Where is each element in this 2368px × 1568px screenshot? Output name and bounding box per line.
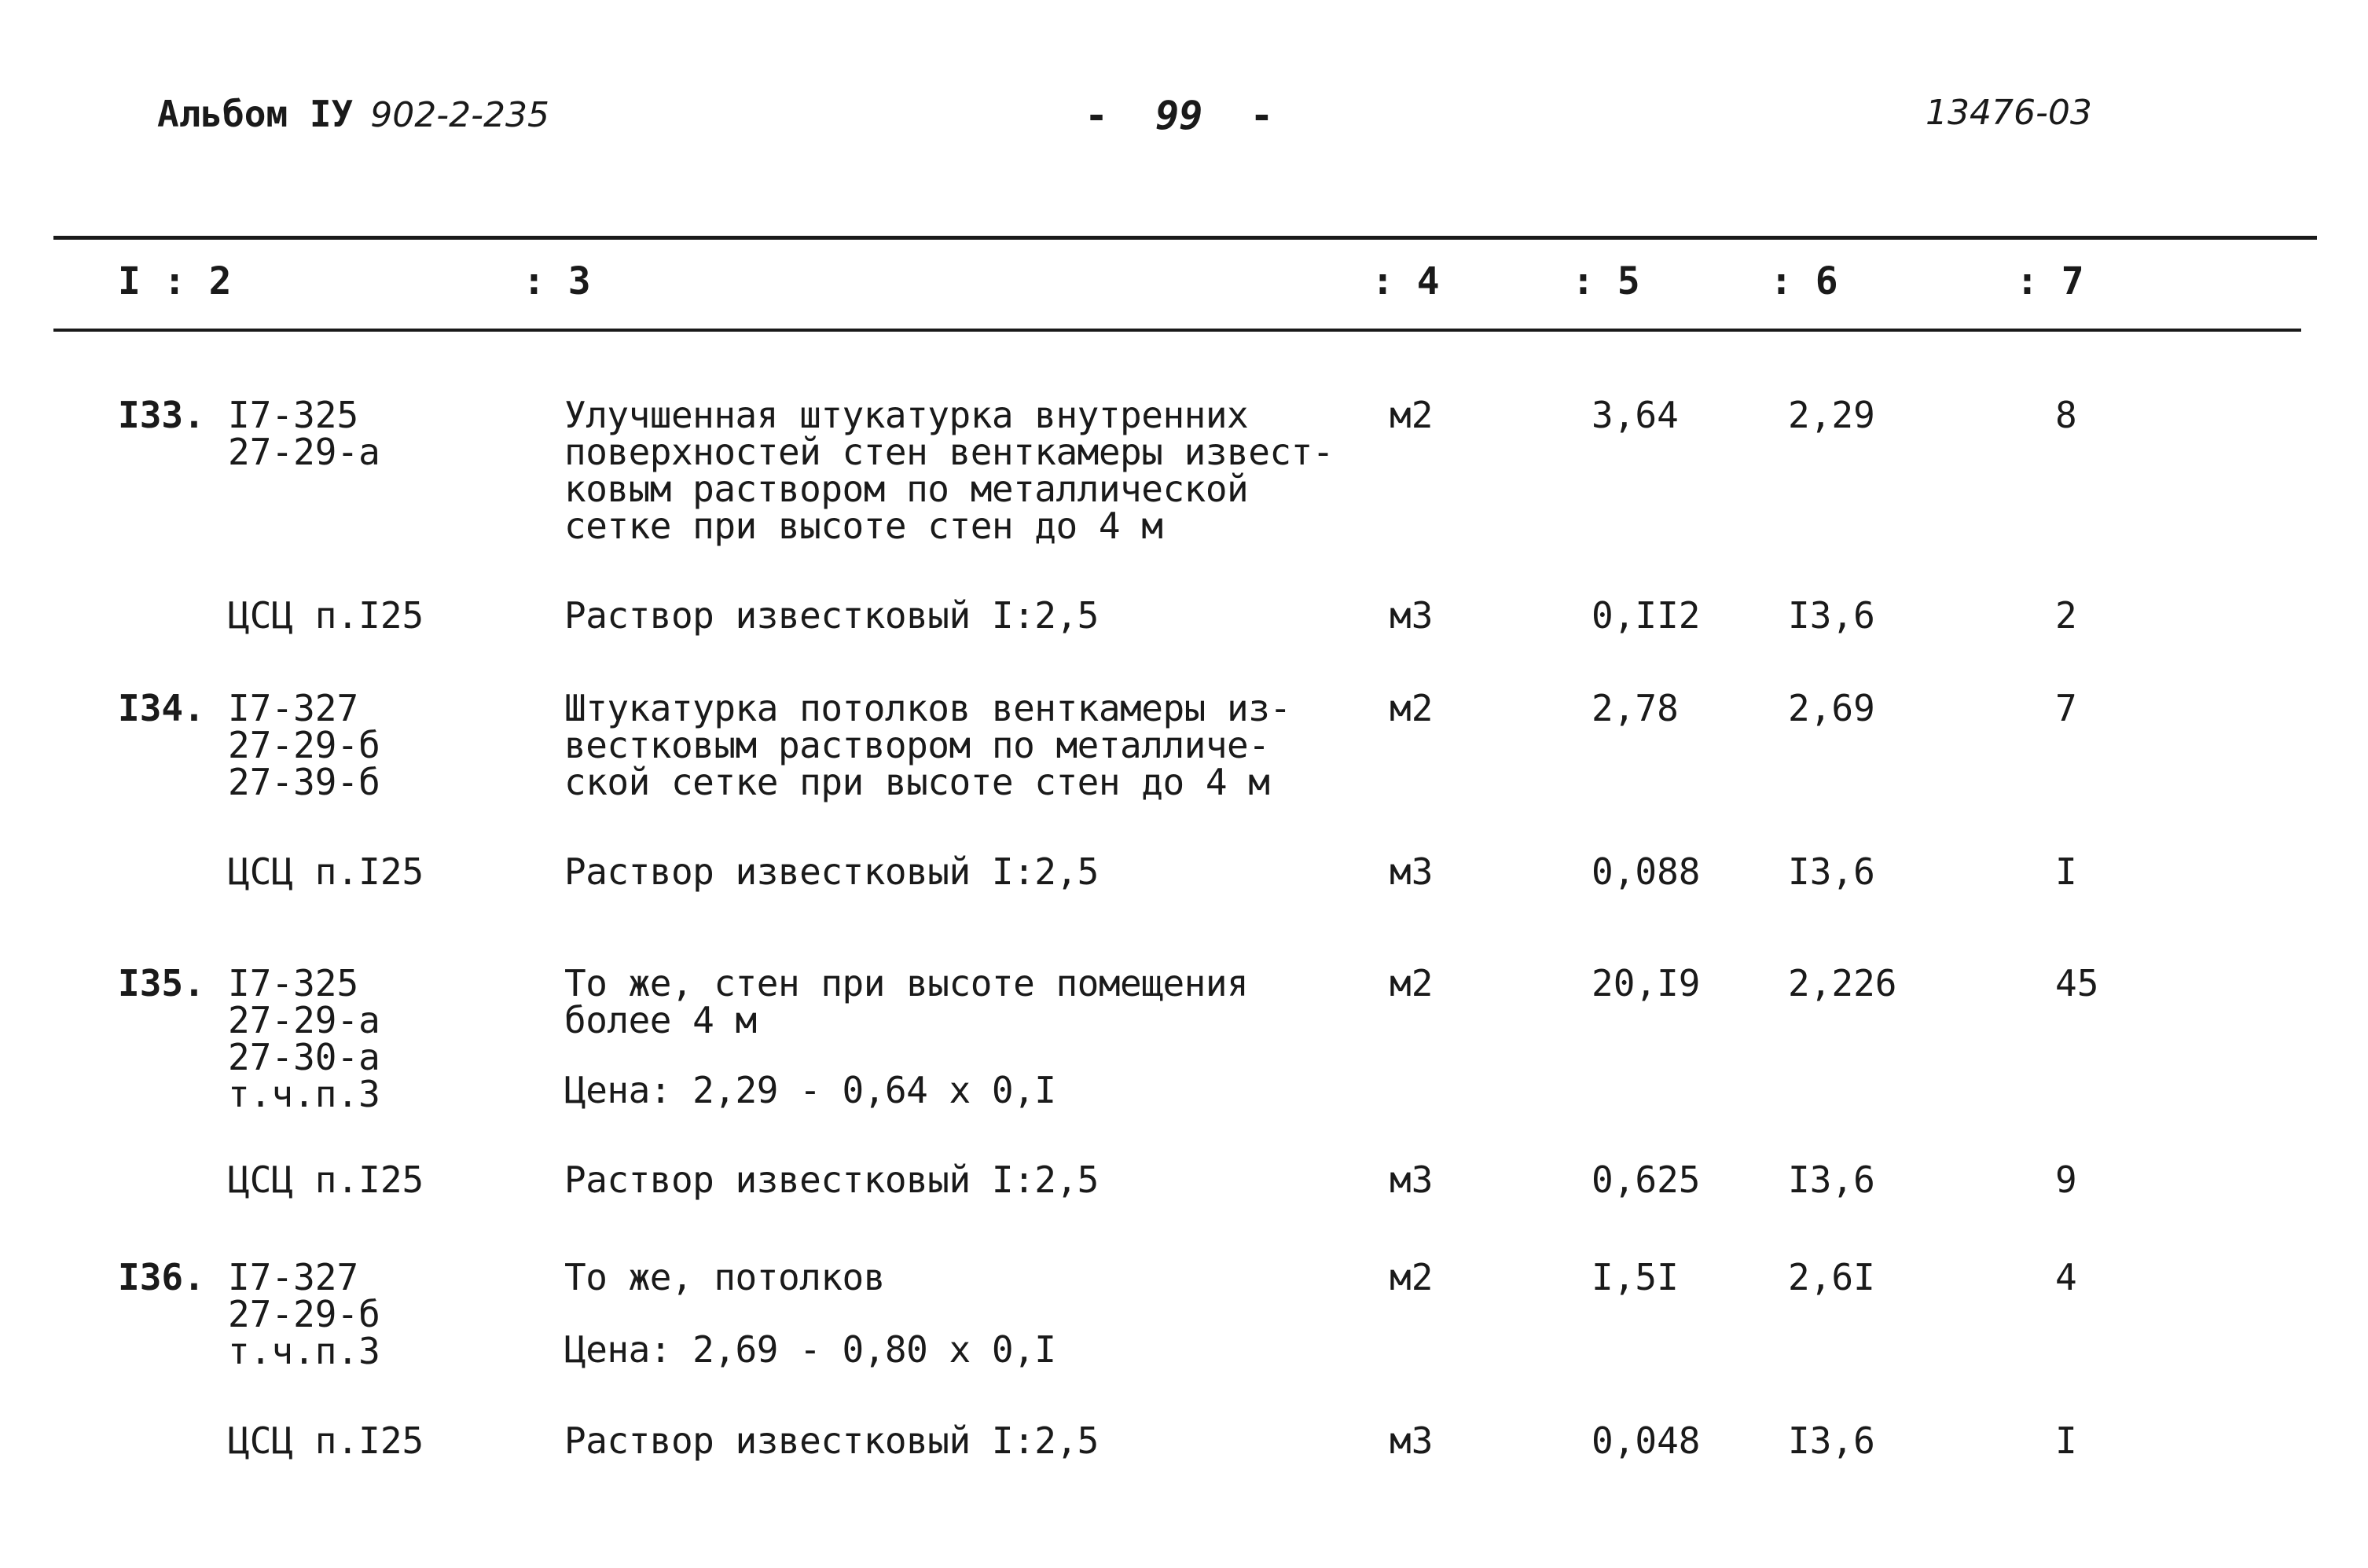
row-price-note: Цена: 2,69 - 0,80 x 0,I [564,1328,1056,1371]
row-quantity: 0,088 [1592,850,1701,893]
row-quantity: 2,78 [1592,687,1679,729]
row-description: Раствор известковый I:2,5 [564,1159,1099,1201]
row-quantity: 0,II2 [1592,594,1701,637]
row-quantity: I,5I [1592,1256,1679,1298]
row-quantity: 20,I9 [1592,962,1701,1004]
row-total: I [2055,850,2077,893]
row-codes: I7-327 27-29-б 27-39-б [228,687,380,803]
row-price: 2,69 [1788,687,1875,729]
page-number-block [1085,93,1273,138]
col-header-1-2: I : 2 [118,259,232,303]
row-description: Улучшенная штукатурка внутренних поверхностей стен венткамеры извест- ковым раствором по металлической сетке при высоте стен до 4 м [564,394,1334,547]
row-unit: м3 [1390,594,1434,637]
row-price: 2,6I [1788,1256,1875,1298]
col-header-6: : 6 [1770,259,1838,303]
row-total: 45 [2055,962,2099,1004]
row-price: I3,6 [1788,850,1875,893]
row-total: 7 [2055,687,2077,729]
album-label: Альбом IУ [157,93,354,135]
row-unit: м2 [1390,687,1434,729]
row-number: I34. [118,687,205,729]
table-header-rule [53,329,2301,332]
row-unit: м2 [1390,962,1434,1004]
row-codes: ЦСЦ п.I25 [228,1159,424,1201]
row-codes: I7-325 27-29-а [228,394,380,473]
row-unit: м2 [1390,394,1434,436]
row-total: 8 [2055,394,2077,436]
row-unit: м3 [1390,850,1434,893]
row-codes: I7-325 27-29-а 27-30-а т.ч.п.3 [228,962,380,1115]
row-description: То же, стен при высоте помещения более 4 м [564,962,1249,1041]
col-header-5: : 5 [1572,259,1640,303]
col-header-3: : 3 [523,259,591,303]
row-number: I33. [118,394,205,436]
dash-right: - [1250,93,1274,138]
row-total: 4 [2055,1256,2077,1298]
row-price: I3,6 [1788,1159,1875,1201]
col-header-4: : 4 [1371,259,1440,303]
row-description: Раствор известковый I:2,5 [564,850,1099,893]
row-codes: ЦСЦ п.I25 [228,850,424,893]
project-code: 902-2-235 [370,95,549,135]
row-quantity: 0,625 [1592,1159,1701,1201]
row-description: Штукатурка потолков венткамеры из- вестковым раствором по металличе- ской сетке при высоте стен до 4 м [564,687,1291,803]
row-unit: м2 [1390,1256,1434,1298]
page-number: 99 [1155,93,1203,138]
row-codes: I7-327 27-29-б т.ч.п.3 [228,1256,380,1372]
row-total: I [2055,1419,2077,1462]
row-quantity: 3,64 [1592,394,1679,436]
table-top-rule [53,236,2317,240]
dash-left: - [1085,93,1109,138]
row-total: 2 [2055,594,2077,637]
row-codes: ЦСЦ п.I25 [228,594,424,637]
row-unit: м3 [1390,1419,1434,1462]
row-description: То же, потолков [564,1256,885,1298]
row-price-note: Цена: 2,29 - 0,64 x 0,I [564,1069,1056,1111]
row-description: Раствор известковый I:2,5 [564,594,1099,637]
row-number: I36. [118,1256,205,1298]
album-title [157,93,549,135]
row-unit: м3 [1390,1159,1434,1201]
row-price: I3,6 [1788,1419,1875,1462]
row-description: Раствор известковый I:2,5 [564,1419,1099,1462]
row-codes: ЦСЦ п.I25 [228,1419,424,1462]
row-price: 2,226 [1788,962,1897,1004]
row-quantity: 0,048 [1592,1419,1701,1462]
row-number: I35. [118,962,205,1004]
doc-number: 13476-03 [1926,93,2092,133]
row-price: 2,29 [1788,394,1875,436]
row-price: I3,6 [1788,594,1875,637]
col-header-7: : 7 [2016,259,2084,303]
row-total: 9 [2055,1159,2077,1201]
